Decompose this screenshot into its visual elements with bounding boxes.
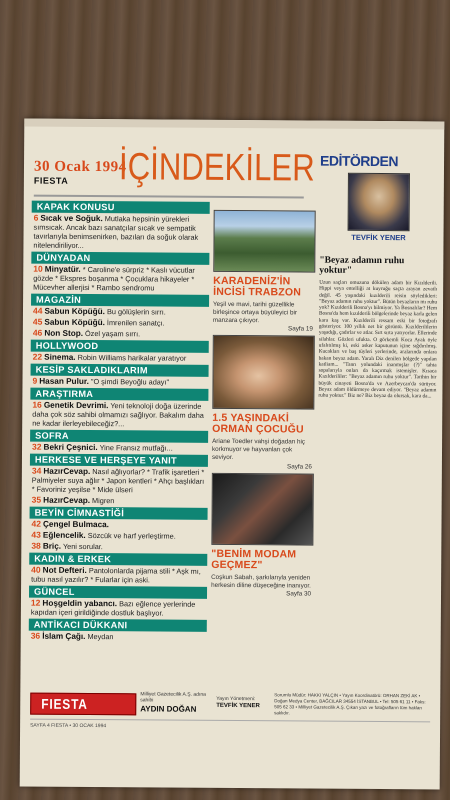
toc-section	[29, 586, 207, 618]
toc-entry	[33, 214, 209, 251]
toc-section	[30, 388, 208, 429]
feature-column	[211, 210, 314, 601]
toc-entry-name: Eğlencelik.	[42, 530, 86, 540]
toc-entry	[32, 496, 208, 506]
publisher-text: Milliyet Gazetecilik A.Ş. adına sahibi	[140, 691, 206, 704]
toc-page-number: 35	[31, 494, 42, 505]
feature-headline: 1.5 YAŞINDAKİ ORMAN ÇOCUĞU	[212, 412, 304, 436]
toc-entry	[31, 632, 207, 642]
toc-section-heading: SOFRA	[30, 430, 208, 443]
toc-entry-name: Sinema.	[44, 352, 76, 362]
toc-section	[29, 507, 207, 552]
toc-section-heading: KESİP SAKLADIKLARIM	[31, 364, 209, 377]
toc-section	[31, 340, 209, 363]
toc-entry	[31, 566, 207, 585]
toc-section	[30, 364, 208, 387]
toc-entry	[32, 377, 208, 387]
toc-entry-text: Robin Williams harikalar yaratıyor	[77, 352, 187, 363]
toc-entry-name: Hoşgeldin yabancı.	[42, 598, 118, 609]
toc-entry-text: * Caroline'e sürpriz * Kaslı vücutlar gözde * Ekspres boşanma * Çocuklara hikayeler * Mücevher allerjisi * Rambo sendromu	[33, 264, 195, 293]
toc-section	[30, 454, 208, 506]
toc-entry	[31, 599, 207, 618]
toc-entry	[33, 329, 209, 339]
toc-entry	[32, 467, 208, 495]
toc-entry-text: Migren	[92, 496, 115, 506]
toc-page-number: 43	[31, 529, 41, 540]
footer-divider	[30, 719, 430, 723]
editor-name: TEVFİK YENER	[351, 232, 406, 243]
page-number: SAYFA 4 FIESTA • 30 OCAK 1994	[30, 722, 107, 730]
toc-page-number: 9	[32, 375, 38, 386]
toc-page-number: 32	[32, 441, 42, 452]
toc-entry-name: Bekri Çeşnici.	[43, 442, 98, 453]
toc-section-heading: HERKESE VE HERŞEYE YANIT	[30, 454, 208, 467]
toc-section-heading: DÜNYADAN	[31, 252, 209, 265]
toc-page-number: 45	[32, 316, 43, 327]
toc-section-heading: GÜNCEL	[29, 586, 207, 599]
toc-entry	[33, 353, 209, 363]
toc-entry-text: Yine Fransız mutfağı...	[99, 443, 173, 453]
fiesta-logo-text: FIESTA	[41, 695, 88, 712]
toc-entry-name: Sabun Köpüğü.	[44, 306, 106, 317]
toc-entry	[31, 531, 207, 541]
child-photo	[212, 335, 315, 410]
toc-entry-text: Bu gölüşlerin sırrı.	[106, 307, 166, 317]
toc-entry-name: Briç.	[42, 541, 62, 551]
page-title: İÇİNDEKİLER	[118, 146, 315, 190]
toc-entry-text: "O şimdi Beyoğlu adayı"	[90, 377, 170, 387]
toc-page-number: 44	[32, 305, 43, 316]
toc-section-heading: KAPAK KONUSU	[32, 201, 210, 214]
toc-section-heading: KADIN & ERKEK	[29, 553, 207, 566]
toc-section-heading: MAGAZİN	[31, 294, 209, 307]
toc-section	[31, 294, 209, 339]
editorial-label: EDİTÖRDEN	[319, 152, 399, 170]
toc-entry-text: Yeni teknoloji doğa üzerinde daha çok söz sahibi olmamızı sağlıyor. Bakalım daha ne kadar ilerleyebileceğiz?...	[32, 401, 204, 429]
toc-entry	[33, 307, 209, 317]
toc-entry-name: Minyatür.	[44, 264, 81, 274]
toc-entry-text: Sözcük ve harf yerleştirme.	[87, 530, 176, 541]
toc-entry-name: Non Stop.	[44, 328, 84, 338]
toc-page-number: 42	[31, 518, 42, 529]
owner-name: AYDIN DOĞAN	[140, 704, 197, 714]
feature-page: Sayfa 26	[287, 463, 312, 471]
toc-entry-name: Hasan Pulur.	[39, 376, 89, 386]
toc-entry-name: Genetik Devrimi.	[43, 400, 109, 411]
feature-headline: "BENİM MODAM GEÇMEZ"	[211, 547, 297, 571]
toc-page-number: 6	[33, 212, 39, 223]
toc-entry-name: HazırCevap.	[43, 495, 91, 506]
toc-entry-name: HazırCevap.	[43, 466, 91, 477]
toc-section-heading: ANTİKACI DÜKKANI	[29, 619, 207, 632]
toc-entry-name: Sabun Köpüğü.	[44, 317, 105, 328]
toc-section	[29, 619, 207, 642]
editorial-body: Uzun saçları omuzuna dökülen adam bir Kızılderili. Hippi veya entelliği at kuyruğu saçta arayan zevatlı değil. 45 yaşındaki kızılderili reisin söyledikleri: "Beyaz adamın ruhu yoktur". Bütün beyazların mı ruhu yok? Kızılderili Bosna'yı bilmiyor. Ya Bosnalılar? Hem Bosna'da hem kızılderili bölgelerinde beyaz karla gelen kara kaş var. Kızılderili ressam eski bir fotoğrafı gösteriyor. 100 yıllık net bir görüntü. Kızılderililerin yaşadığı, çadırlar ve atlar. Sırt sırta yatıyorlar. Ellerinde silahlar. Gözleri ufukta. O görkemli Koca Ayak öyle ufalıtılmış ki, eski asker kaputunun içine sığdırılmış. Kucakları ve baş tüyleri yerlerinde, aralarında onlara bakan beyaz adam. Yaralı Diz denilen bölgede yapılan katliam... "Tanrı yolundaki inanmışlar (?)" tahta sopalarıyla onları da kaçırmak istemişler. Kısaca Kızılderililer: "Beyaz adamın ruhu yoktur". Tarihin bir büyük cinayeti Bosna'da ve Azerbeycan'da sürüyor. Beyaz adam öldürmeye devam ediyor. "Beyaz adamın ruhu yoktur." Biz ne? Biz beyaz da olursak, kara da...	[318, 279, 438, 400]
toc-section-heading: BEYİN CİMNASTİĞİ	[30, 507, 208, 520]
editor-portrait	[348, 173, 410, 231]
toc-entry-text: Mutlaka hepsinin yürekleri sımsıcak. Ancak bazı sanatçılar sıcak ve sempatik tavırlarıyla benimsenirken, bazıları da soğuk olarak nitelendiriliyor...	[33, 214, 199, 250]
toc-entry-text: Özel yaşam sırrı.	[84, 328, 141, 339]
toc-page-number: 10	[33, 263, 43, 274]
toc-entry-text: İmrenilen sanatçı.	[106, 318, 165, 328]
toc-page-number: 36	[30, 630, 41, 641]
toc-entry-text: Nasıl ağlıyorlar? * Trafik işaretleri * Palmiyeler suya ağlır * Japon kentleri * Ahçı başlıkları * Favoriniz yeşilse * Mide ülseri	[31, 467, 205, 495]
feature-page: Sayfa 30	[286, 590, 312, 598]
issue-date: 30 Ocak 1994	[33, 158, 127, 176]
editorial-column	[318, 153, 438, 400]
toc-section-heading: HOLLYWOOD	[31, 340, 209, 353]
singer-photo	[211, 473, 314, 546]
toc-entry	[31, 520, 207, 530]
toc-entry-text: Bazı eğlence yerlerinde kapıdan içeri girildiğinde dostluk başlıyor.	[30, 599, 196, 618]
feature-text: Ariane Toedler vahşi doğadan hiç korkmuyor ve hayvanları çok seviyor.	[211, 438, 306, 461]
toc-entry	[31, 542, 207, 552]
toc-page-number: 16	[32, 399, 42, 410]
toc-page-number: 12	[30, 597, 41, 608]
fiesta-logo	[30, 693, 136, 716]
feature-text: Coşkun Sabah, şarkılarıyla yeniden herkesin diline düşeceğine inanıyor.	[211, 573, 311, 590]
editorial-title: "Beyaz adamın ruhu yoktur"	[319, 255, 405, 276]
feature-page: Sayfa 19	[287, 325, 313, 333]
director-block	[216, 696, 276, 710]
toc-page-number: 46	[32, 327, 43, 338]
toc-entry-name: Not Defteri.	[42, 565, 87, 575]
toc-entry	[32, 443, 208, 453]
toc-page-number: 38	[31, 540, 41, 551]
toc-section	[29, 553, 207, 585]
toc-entry-name: Sıcak ve Soğuk.	[40, 213, 103, 224]
title-divider	[34, 195, 304, 198]
toc-page-number: 34	[31, 465, 42, 476]
toc-entry-text: Meydan	[87, 631, 114, 642]
credits-text: Sorumlu Müdür: HAKKI YALÇIN • Yayın Koordinatörü: ORHAN ZEKİ AK • Doğan Medya Center, BAĞCILAR 34554 İSTANBUL • Tel: 505 61 11 • Faks: 505 62 33 • Milliyet Gazetecilik A.Ş. Çıkan yazı ve fotoğrafların tüm hakları saklıdır.	[274, 692, 426, 716]
toc-section-heading: ARAŞTIRMA	[30, 388, 208, 401]
toc-page-number: 40	[31, 564, 41, 575]
toc-entry-name: Çengel Bulmaca.	[42, 519, 110, 530]
toc-section	[31, 201, 209, 251]
page-footer	[30, 687, 430, 720]
page-top-strip	[24, 119, 444, 130]
toc-section	[30, 430, 208, 453]
trabzon-photo	[213, 210, 315, 273]
table-of-contents	[29, 201, 210, 644]
director-label: Yayın Yönetmeni:	[216, 695, 256, 703]
magazine-page	[20, 119, 445, 790]
magazine-name: FIESTA	[33, 175, 69, 186]
toc-entry	[33, 318, 209, 328]
toc-entry	[33, 265, 209, 293]
feature-headline: KARADENİZ'İN İNCİSİ TRABZON	[213, 274, 302, 299]
toc-section	[31, 252, 209, 293]
toc-page-number: 22	[32, 351, 43, 362]
toc-entry-name: İslam Çağı.	[42, 631, 86, 641]
toc-entry	[32, 401, 208, 429]
feature-text: Yeşil ve mavi, tarihi güzellikle birleşince ortaya büyüleyici bir manzara çıkıyor.	[212, 300, 298, 324]
toc-entry-text: Yeni sorular.	[62, 541, 103, 552]
toc-entry-text: Pantolonlarda pijama stili * Aşk mı, tubu nasıl yazılır? * Fularlar için aski.	[31, 566, 201, 585]
director-name: TEVFİK YENER	[216, 702, 260, 710]
